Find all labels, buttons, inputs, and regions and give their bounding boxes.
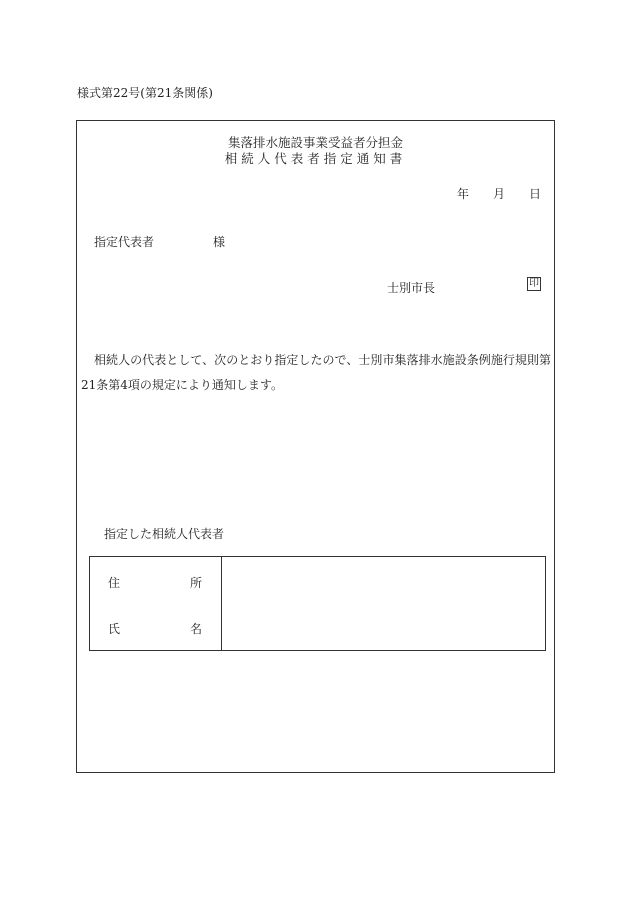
address-row-label	[108, 574, 202, 591]
address-label-char-1: 住	[108, 576, 121, 590]
addressee-label: 指定代表者	[94, 235, 155, 249]
seal-mark: 印	[529, 278, 539, 289]
table-column-divider	[221, 557, 222, 650]
date-day-label: 日	[529, 187, 542, 201]
designated-representative-heading: 指定した相続人代表者	[104, 527, 225, 541]
name-label-char-2: 名	[189, 622, 202, 636]
date-year-label: 年	[457, 187, 470, 201]
document-title-line-1: 集落排水施設事業受益者分担金	[227, 135, 403, 150]
notice-body-text: 相続人の代表として、次のとおり指定したので、士別市集落排水施設条例施行規則第21条第4項の規定により通知します。	[81, 353, 551, 392]
document-title-line-2: 相続人代表者指定通知書	[224, 151, 407, 166]
addressee-honorific: 様	[213, 235, 226, 249]
name-row-label	[108, 620, 202, 637]
representative-info-table	[89, 556, 546, 651]
notice-frame	[76, 120, 555, 773]
form-number: 様式第22号(第21条関係)	[77, 86, 213, 100]
address-label-char-2: 所	[189, 576, 202, 590]
name-label-char-1: 氏	[108, 622, 121, 636]
date-month-label: 月	[493, 187, 506, 201]
issuer-title: 士別市長	[387, 281, 436, 295]
